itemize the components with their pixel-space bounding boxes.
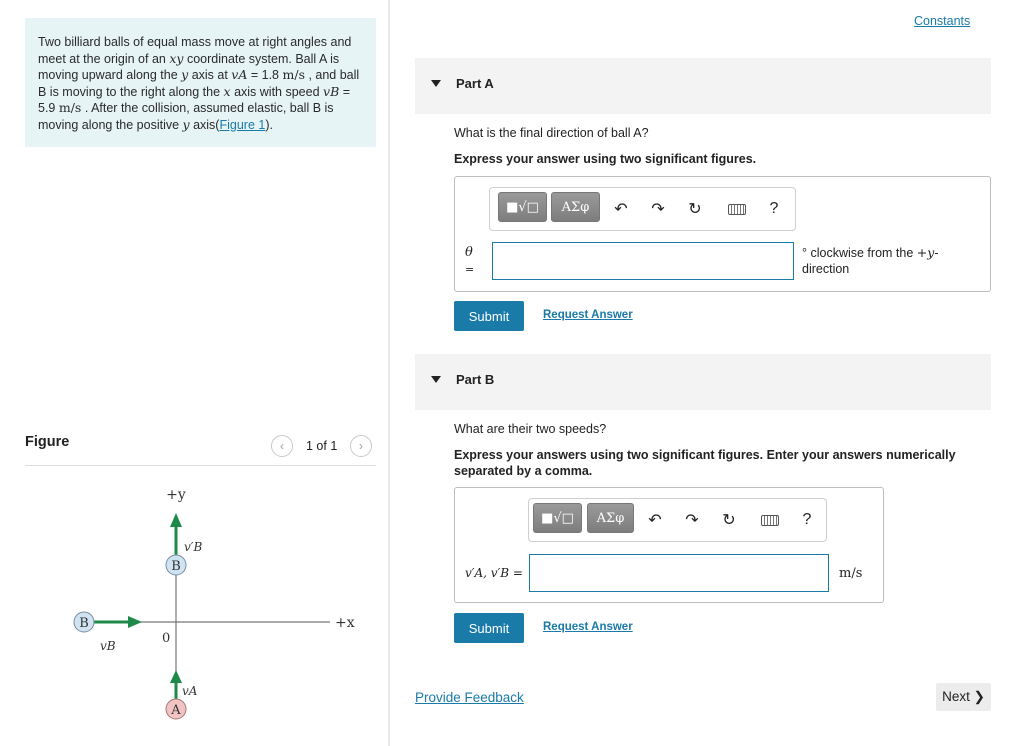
redo-button[interactable] <box>681 509 703 531</box>
ball-b-final-label: B <box>171 559 181 574</box>
v-a-label: vA <box>182 684 198 698</box>
part-a-answer-input[interactable] <box>492 242 794 280</box>
greek-symbols-button[interactable] <box>587 503 634 533</box>
collision-figure <box>60 475 370 730</box>
reset-icon: ↻ <box>688 201 702 218</box>
plus-x-label: +x <box>335 615 355 631</box>
v-a-arrowhead <box>170 670 182 683</box>
equals-sign: = <box>465 263 475 276</box>
theta-symbol: θ <box>465 245 473 260</box>
math-xy: xy <box>169 50 184 66</box>
unit-text: - <box>934 246 939 260</box>
unit-text-line2: direction <box>802 262 850 276</box>
collapse-triangle-icon <box>431 80 441 87</box>
part-b-instruction: Express your answers using two significant figures. Enter your answers numerically separated by a comma. <box>454 448 956 478</box>
part-b-header[interactable] <box>415 354 991 410</box>
v-b-prime-label: v′B <box>184 540 203 554</box>
math-unit: m/s <box>282 67 305 82</box>
undo-button[interactable] <box>610 198 632 220</box>
v-b-arrowhead <box>128 616 142 628</box>
templates-button[interactable] <box>498 192 547 222</box>
chevron-left-icon: ‹ <box>280 439 284 453</box>
unit-text: clockwise from the <box>807 246 917 260</box>
undo-icon: ↶ <box>614 201 628 218</box>
problem-text: Two billiard balls of equal mass move at right angles and meet at the origin of an <box>38 35 352 66</box>
part-a-unit <box>802 245 938 277</box>
math-y: y <box>182 116 190 132</box>
undo-icon: ↶ <box>648 512 662 529</box>
problem-text: . After the collision, assumed elastic, ball B is moving along the positive <box>38 101 334 132</box>
redo-button[interactable] <box>647 198 669 220</box>
figure-title: Figure <box>25 434 70 450</box>
help-icon: ? <box>769 200 779 217</box>
part-b-request-answer-link[interactable]: Request Answer <box>543 621 633 633</box>
math-y: y <box>181 67 189 82</box>
undo-button[interactable] <box>644 509 666 531</box>
figure-prev-button[interactable] <box>271 435 293 457</box>
figure-pager-text: 1 of 1 <box>306 439 338 453</box>
v-b-label: vB <box>100 639 116 653</box>
part-b-answer-input[interactable] <box>529 554 829 592</box>
right-pane <box>390 0 1024 746</box>
part-b-question: What are their two speeds? <box>454 422 607 436</box>
next-button[interactable]: Next ❯ <box>936 683 991 711</box>
part-b-answer-box <box>454 487 884 603</box>
greek-symbols-button[interactable] <box>551 192 600 222</box>
help-button[interactable] <box>796 509 818 531</box>
reset-icon: ↻ <box>722 512 736 529</box>
reset-button[interactable] <box>718 509 740 531</box>
math-vb: vB <box>323 83 340 99</box>
part-a-math-toolbar <box>489 187 796 231</box>
figure-1-link[interactable]: Figure 1 <box>219 117 266 132</box>
part-a-header[interactable] <box>415 58 991 114</box>
templates-icon: ■√□ <box>541 510 574 526</box>
help-button[interactable] <box>763 198 785 220</box>
problem-statement <box>25 18 376 147</box>
math-unit: m/s <box>58 100 82 115</box>
ball-a-label: A <box>171 703 181 718</box>
provide-feedback-link[interactable]: Provide Feedback <box>415 690 524 705</box>
origin-label: 0 <box>162 631 171 646</box>
part-b-math-toolbar <box>528 498 827 542</box>
collapse-triangle-icon <box>431 376 441 383</box>
plus-y-label: +y <box>166 487 186 503</box>
math-va: vA <box>231 67 248 82</box>
part-a-submit-button[interactable]: Submit <box>454 301 524 331</box>
constants-link[interactable]: Constants <box>914 14 971 28</box>
greek-icon: ΑΣφ <box>596 510 625 526</box>
templates-button[interactable] <box>533 503 582 533</box>
greek-icon: ΑΣφ <box>561 199 590 215</box>
degree-symbol: ° <box>802 246 807 260</box>
math-plus-y: +y <box>916 245 935 260</box>
reset-button[interactable] <box>684 198 706 220</box>
redo-icon: ↷ <box>651 201 665 218</box>
part-a-title: Part A <box>456 76 494 91</box>
keyboard-button[interactable] <box>726 198 748 220</box>
v-b-prime-arrowhead <box>170 513 182 527</box>
problem-text: = 1.8 <box>247 68 283 82</box>
templates-icon: ■√□ <box>506 199 539 215</box>
part-a-question: What is the final direction of ball A? <box>454 126 649 140</box>
part-b-submit-button[interactable]: Submit <box>454 613 524 643</box>
part-b-title: Part B <box>456 372 495 387</box>
part-a-answer-box <box>454 176 991 292</box>
problem-text: ). <box>265 117 273 132</box>
problem-text: axis with speed <box>230 84 324 99</box>
problem-text: coordinate system. Ball A is moving upward along the <box>38 51 340 82</box>
figure-header <box>25 432 376 466</box>
part-a-request-answer-link[interactable]: Request Answer <box>543 309 633 321</box>
part-a-instruction: Express your answer using two significant figures. <box>454 152 757 166</box>
problem-text: axis( <box>189 117 220 132</box>
speeds-symbol: v′A, v′B = <box>465 566 523 580</box>
keyboard-button[interactable] <box>759 509 781 531</box>
keyboard-icon <box>761 515 779 526</box>
chevron-right-icon: › <box>359 439 363 453</box>
figure-next-button[interactable] <box>350 435 372 457</box>
keyboard-icon <box>728 204 746 215</box>
problem-text: axis at <box>188 68 232 82</box>
math-x: x <box>223 83 231 99</box>
part-b-unit: m/s <box>839 566 863 581</box>
problem-text: , and ball B is moving to the right along the <box>38 68 360 99</box>
ball-b-initial-label: B <box>79 616 89 631</box>
help-icon: ? <box>802 511 812 528</box>
redo-icon: ↷ <box>685 512 699 529</box>
left-pane <box>0 0 388 746</box>
problem-text: = 5.9 <box>38 84 351 115</box>
